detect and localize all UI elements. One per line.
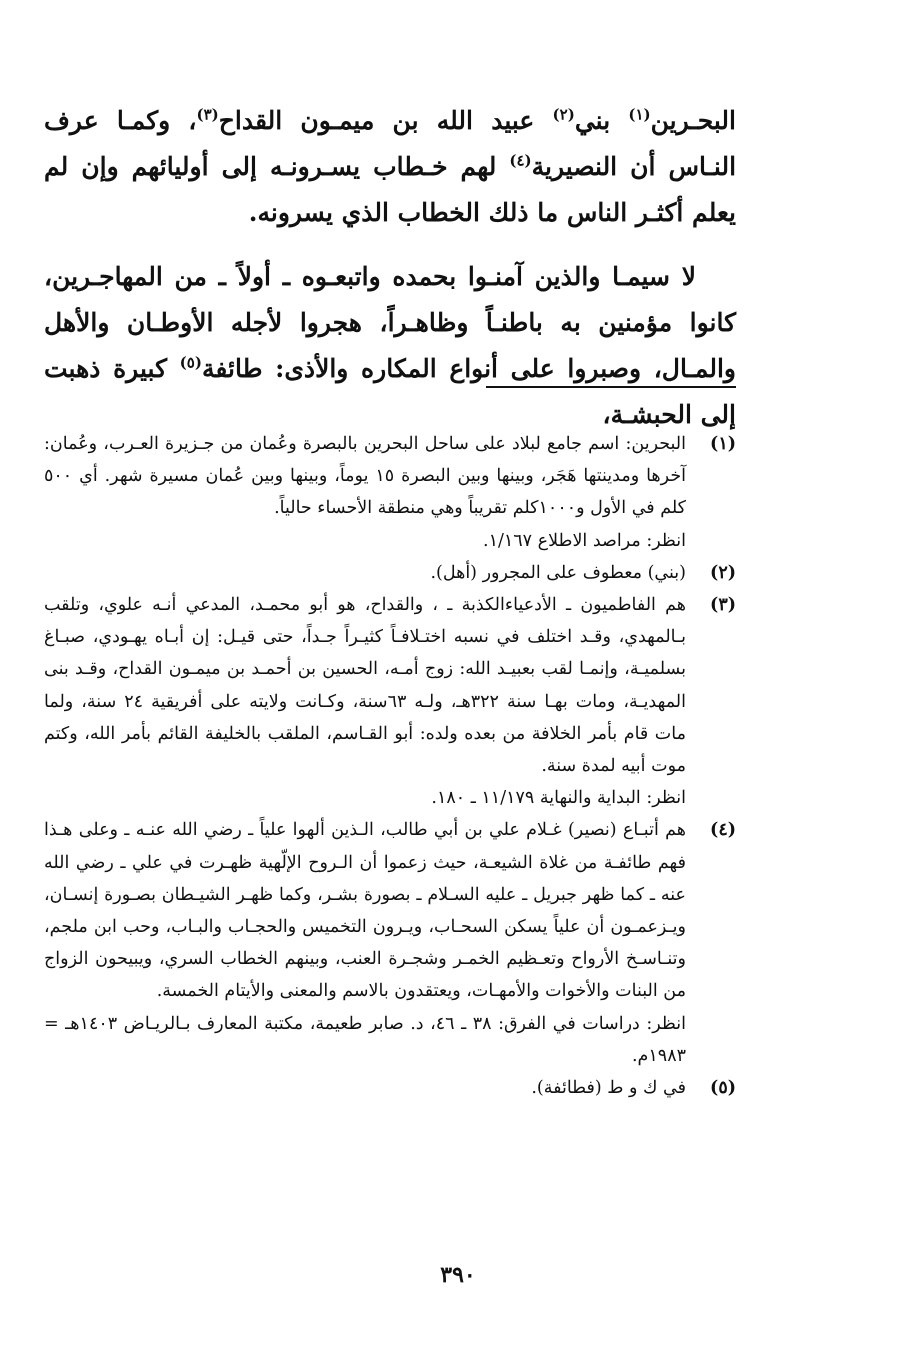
footnote-number: (٥) <box>710 1078 736 1099</box>
footnote-divider <box>486 386 736 388</box>
main-text-segment: ، وكمـا عرف النـاس أن النصيرية <box>44 106 737 181</box>
footnote-ref-2[interactable]: (٢) <box>552 105 575 124</box>
footnote-ref-1[interactable]: (١) <box>628 105 651 124</box>
footnote-reference: انظر: البداية والنهاية ١١/١٧٩ ـ ١٨٠. <box>431 788 686 809</box>
footnote-1 <box>44 428 736 557</box>
footnote-number: (٢) <box>710 562 736 583</box>
footnote-text: (بني) معطوف على المجرور (أهل). <box>430 562 686 583</box>
footnote-reference: انظر: مراصد الاطلاع ١/١٦٧. <box>483 530 686 551</box>
footnote-number: (٤) <box>710 820 736 841</box>
footnote-4 <box>44 814 736 1072</box>
footnote-5 <box>44 1072 736 1104</box>
footnote-ref-4[interactable]: (٤) <box>509 151 532 170</box>
main-text-segment: لهم خـطاب يسـرونـه إلى أوليائهم وإن لم يعلم أكثـر الناس ما ذلك الخطاب الذي يسرونه. <box>44 152 736 227</box>
footnote-2 <box>44 557 736 589</box>
main-paragraph-1 <box>44 98 736 236</box>
main-text-segment: بني <box>574 106 629 135</box>
footnote-reference: انظر: دراسات في الفرق: ٣٨ ـ ٤٦، د. صابر طعيمة، مكتبة المعارف بـالريـاض ١٤٠٣هـ = ١٩٨٣م. <box>44 1013 686 1066</box>
main-text-segment: البحـرين <box>650 106 736 135</box>
main-text-segment: لا سيمـا والذين آمنـوا بحمده واتبعـوه ـ أولاً ـ من المهاجـرين، كانوا مؤمنين به باطنـاً وظاهـراً، هجروا لأجله الأوطـان والأهل والمـال، وصبروا على أنواع المكاره والأذى: طائفة <box>44 262 736 383</box>
main-text-segment: عبيد الله بن ميمـون القداح <box>218 106 553 135</box>
footnote-text: هم الفاطميون ـ الأدعياءالكذبة ـ ، والقداح، هو أبو محمـد، المدعي أنـه علوي، وتلقب بـالمهدي، وقـد اختلف في نسبه اختـلافـاً كثيـراً جـداً، حتى قيـل: إن أبـاه يهـودي، صبـاغ بسلميـة، وإنمـا لقب بعبيـد الله: زوج أمـه، الحسين بن أحمـد بن ميمـون القداح، وقـد بنى المهديـة، ومات بهـا سنة ٣٢٢هـ، ولـه ٦٣سنة، وكـانت ولايته على أفريقية ٢٤ سنة، ولما مات قام بأمر الخلافة من بعده ولده: أبو القـاسم، الملقب بالخليفة القائم بأمر الله، وكتم موت أبيه لمدة سنة. <box>44 595 686 777</box>
main-text-segment: كبيرة ذهبت إلى الحبشـة، <box>44 354 736 429</box>
footnote-ref-3[interactable]: (٣) <box>196 105 219 124</box>
footnote-number: (١) <box>710 434 736 454</box>
main-text <box>44 98 736 456</box>
footnote-3 <box>44 589 736 814</box>
footnote-text: في ك و ط (فطائفة). <box>531 1078 686 1099</box>
footnote-text: هم أتبـاع (نصير) غـلام علي بن أبي طالب، الـذين ألهوا علياً ـ رضي الله عنـه ـ وعلى هـذا فهم طائفـة من غلاة الشيعـة، حيث زعموا أن الـروح الإلّهية ظهـرت في علي ـ رضي الله عنه ـ كما ظهر جبريل ـ عليه السـلام ـ بصورة بشـر، وكما ظهـر الشيـطان بصـورة إنسـان، ويـزعمـون أن علياً يسكن السحـاب، ويـرون التخميس والحجـاب والبـاب، وحب ابن ملجم، وتنـاسـخ الأرواح وتعـظيم الخمـر وشجـرة العنب، وبينهم الخطاب السري، ويبيحون الزواج من البنات والأخوات والأمهـات، ويعتقدون بالاسم والمعنى والأيتام الخمسة. <box>44 820 686 1002</box>
main-paragraph-2 <box>44 254 736 438</box>
footnotes <box>44 428 736 1104</box>
footnote-text: البحرين: اسم جامع لبلاد على ساحل البحرين بالبصرة وعُمان من جـزيرة العـرب، وعُمان: آخرها ومدينتها هَجَر، وبينها وبين البصرة ١٥ يوماً، وبينها وبين عُمان مسيرة شهر. أي ٥٠٠ كلم في الأول و١٠٠٠كلم تقريباً وهي منطقة الأحساء حالياً. <box>44 434 686 519</box>
page-number: ٣٩٠ <box>440 1262 476 1288</box>
footnote-ref-5[interactable]: (٥) <box>179 353 202 372</box>
footnote-number: (٣) <box>710 595 736 616</box>
